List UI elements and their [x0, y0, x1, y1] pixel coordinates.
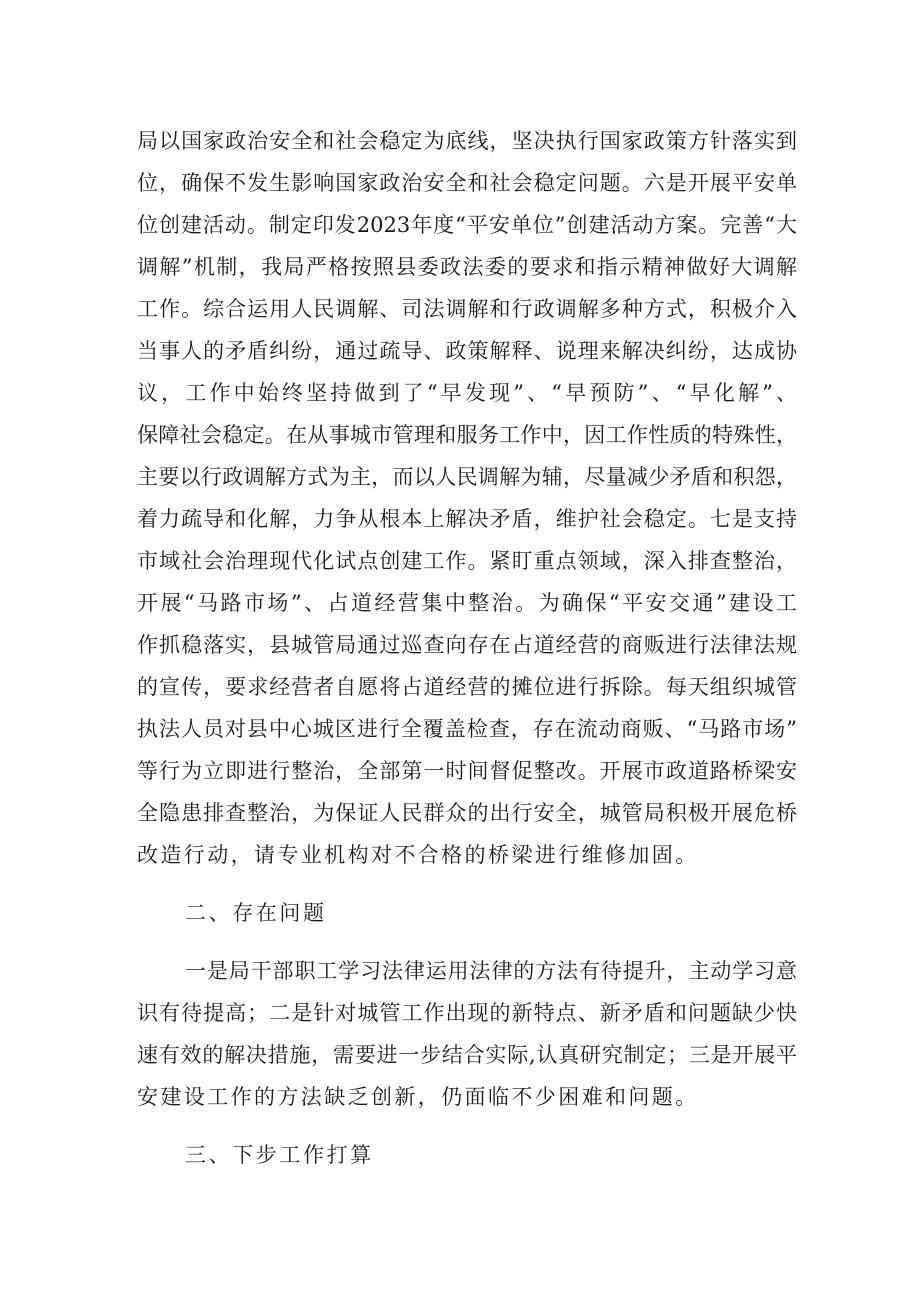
- text-line: 速有效的解决措施，需要进一步结合实际,认真研究制定；三是开展平: [137, 1043, 797, 1067]
- section-heading-next-steps: 三、下步工作打算: [185, 1143, 374, 1167]
- paragraph-ping-an-work: [137, 120, 797, 876]
- text-line: 局以国家政治安全和社会稳定为底线，坚决执行国家政策方针落实到: [137, 129, 797, 153]
- spacer: [137, 934, 797, 950]
- document-body: [137, 120, 797, 1176]
- text-line: 改造行动，请专业机构对不合格的桥梁进行维修加固。: [137, 843, 699, 867]
- text-line: 等行为立即进行整治，全部第一时间督促整改。开展市政道路桥梁安: [137, 759, 797, 783]
- text-line: 识有待提高；二是针对城管工作出现的新特点、新矛盾和问题缺少快: [137, 1001, 797, 1025]
- text-line: 一是局干部职工学习法律运用法律的方法有待提升，主动学习意: [185, 959, 797, 983]
- section-heading-problems: 二、存在问题: [185, 901, 327, 925]
- text-line: 主要以行政调解方式为主，而以人民调解为辅，尽量减少矛盾和积怨，: [137, 465, 797, 489]
- text-line: 全隐患排查整治，为保证人民群众的出行安全，城管局积极开展危桥: [137, 801, 797, 825]
- text-line: 调解”机制，我局严格按照县委政法委的要求和指示精神做好大调解: [137, 255, 797, 279]
- text-line: 位创建活动。制定印发2023年度“平安单位”创建活动方案。完善“大: [137, 213, 797, 237]
- text-line: 着力疏导和化解，力争从根本上解决矛盾，维护社会稳定。七是支持: [137, 507, 797, 531]
- text-line: 议，工作中始终坚持做到了“早发现”、“早预防”、“早化解”、: [137, 381, 797, 405]
- text-line: 位，确保不发生影响国家政治安全和社会稳定问题。六是开展平安单: [137, 171, 797, 195]
- paragraph-problems: [137, 950, 797, 1118]
- text-line: 安建设工作的方法缺乏创新，仍面临不少困难和问题。: [137, 1085, 699, 1109]
- spacer: [137, 1118, 797, 1134]
- text-line: 作抓稳落实，县城管局通过巡查向存在占道经营的商贩进行法律法规: [137, 633, 797, 657]
- text-line: 保障社会稳定。在从事城市管理和服务工作中，因工作性质的特殊性，: [137, 423, 797, 447]
- text-line: 工作。综合运用人民调解、司法调解和行政调解多种方式，积极介入: [137, 297, 797, 321]
- text-line: 执法人员对县中心城区进行全覆盖检查，存在流动商贩、“马路市场”: [137, 717, 797, 741]
- spacer: [137, 876, 797, 892]
- text-line: 的宣传，要求经营者自愿将占道经营的摊位进行拆除。每天组织城管: [137, 675, 797, 699]
- text-line: 当事人的矛盾纠纷，通过疏导、政策解释、说理来解决纠纷，达成协: [137, 339, 797, 363]
- text-line: 市域社会治理现代化试点创建工作。紧盯重点领域，深入排查整治，: [137, 549, 797, 573]
- text-line: 开展“马路市场”、占道经营集中整治。为确保“平安交通”建设工: [137, 591, 797, 615]
